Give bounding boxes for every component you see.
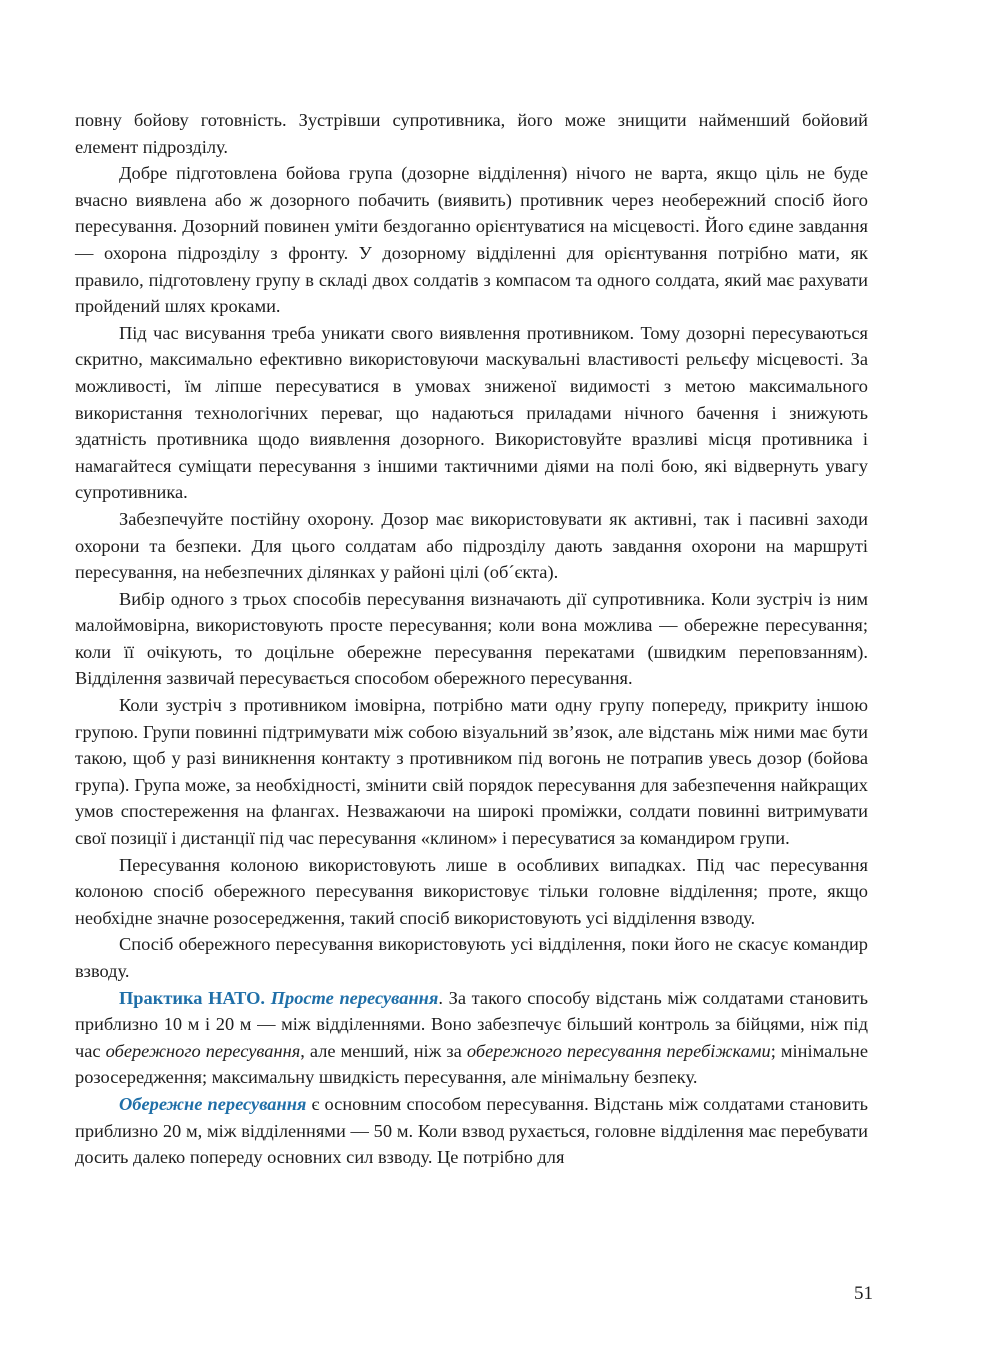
- paragraph-text: , але менший, ніж за: [300, 1040, 467, 1061]
- paragraph-7: Пересування колоною використовують лише в особливих випадках. Під час пересування колоною спосіб обережного пересування використовує тільки головне відділення; проте, якщо необхідне значне розосередження, такий спосіб використовують усі відділення взводу.: [75, 854, 868, 928]
- paragraph-text: є основним способом пересування. Відстань між солдатами становить приблизно 20 м, між відділеннями — 50 м. Коли взвод рухається, головне відділення має перебувати досить далеко попереду основних сил взводу. Це потрібно для: [75, 1093, 869, 1168]
- paragraph-5: Вибір одного з трьох способів пересування визначають дії супротивника. Коли зустріч із ним малоймовірна, використовують просте пересування; коли вона можлива — обережне пересування; коли її очікують, то доцільне обережне пересування перекатами (швидким переповзанням). Відділення зазвичай пересувається способом обережного пересування.: [75, 588, 868, 689]
- italic-term: обережного пересування: [105, 1040, 301, 1061]
- careful-movement-term: Обережне пересування: [119, 1093, 307, 1114]
- paragraph-nato-practice: [75, 985, 868, 1091]
- paragraph-4: Забезпечуйте постійну охорону. Дозор має використовувати як активні, так і пасивні заходи охорони та безпеки. Для цього солдатам або підрозділу дають завдання охорони на маршруті пересування, на небезпечних ділянках у районі цілі (обˊєкта).: [75, 508, 868, 583]
- italic-term: обережного пересування перебіжками: [466, 1040, 771, 1061]
- body-text: [75, 107, 868, 1171]
- paragraph-text: ; мінімальне розосередження; максимальну швидкість пересування, але мінімальну безпеку.: [75, 1040, 869, 1088]
- nato-practice-heading: Практика НАТО.: [119, 987, 266, 1008]
- paragraph-2: Добре підготовлена бойова група (дозорне відділення) нічого не варта, якщо ціль не буде вчасно виявлена або ж дозорного побачить (виявить) противник через необережний спосіб його пересування. Дозорний повинен уміти бездоганно орієнтуватися на місцевості. Його єдине завдання — охорона підрозділу з фронту. У дозорному відділенні для орієнтування потрібно мати, як правило, підготовлену групу в складі двох солдатів з компасом та одного солдата, який має рахувати пройдений шлях кроками.: [75, 163, 868, 317]
- paragraph-3: Під час висування треба уникати свого виявлення противником. Тому дозорні пересуваються скритно, максимально ефективно використовуючи маскувальні властивості рельєфу місцевості. За можливості, їм ліпше пересуватися в умовах зниженої видимості з метою максимального використання технологічних переваг, що надаються приладами нічного бачення і знижують здатність противника щодо виявлення дозорного. Використовуйте вразливі місця противника і намагайтеся суміщати пересування з іншими тактичними діями на полі бою, які відвернуть увагу супротивника.: [75, 322, 868, 503]
- page-number: 51: [854, 1283, 873, 1304]
- paragraph-text: . За такого способу відстань між солдатами становить приблизно 10 м і 20 м — між відділеннями. Воно забезпечує більший контроль за бійцями, ніж під час: [75, 987, 868, 1061]
- paragraph-6: Коли зустріч з противником імовірна, потрібно мати одну групу попереду, прикриту іншою групою. Групи повинні підтримувати між собою візуальний звʼязок, але відстань між ними має бути такою, щоб у разі виникнення контакту з противником під вогонь не потрапив увесь дозор (бойова група). Група може, за необхідності, змінити свій порядок пересування для забезпечення найкращих умов спостереження на флангах. Незважаючи на широкі проміжки, солдати повинні витримувати свої позиції і дистанції під час пересування «клином» і пересуватися за командиром групи.: [75, 695, 868, 849]
- paragraph-1: повну бойову готовність. Зустрівши супротивника, його може знищити найменший бойовий елемент підрозділу.: [75, 110, 868, 157]
- paragraph-careful-movement: [75, 1091, 868, 1171]
- simple-movement-term: Просте пересування: [270, 987, 439, 1008]
- paragraph-8: Спосіб обережного пересування використовують усі відділення, поки його не скасує командир взводу.: [75, 934, 868, 981]
